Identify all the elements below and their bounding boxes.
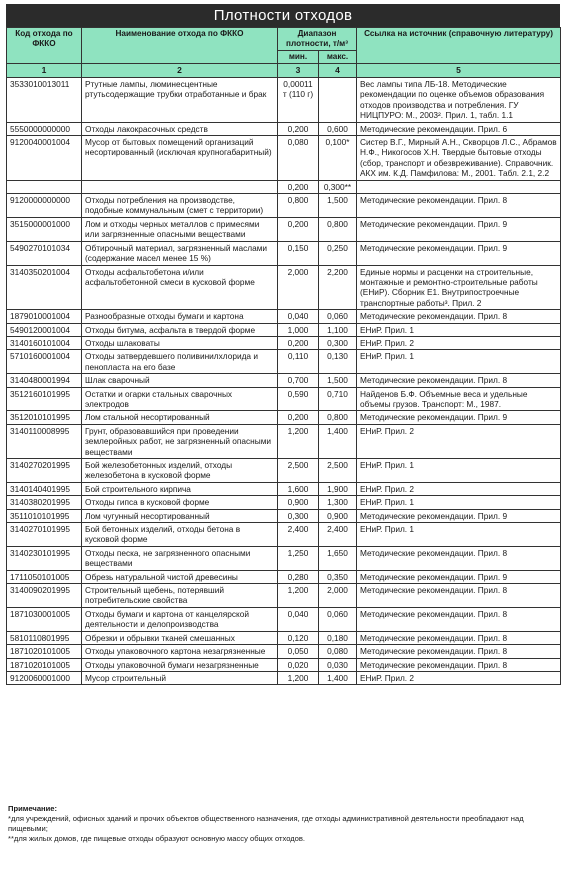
header-source: Ссылка на источник (справочную литературу) <box>357 28 561 64</box>
max-cell <box>319 78 357 123</box>
table-row <box>7 631 561 644</box>
max-cell: 0,100* <box>319 136 357 181</box>
name-cell: Мусор строительный <box>82 671 278 684</box>
name-cell: Ртутные лампы, люминесцентные ртутьсодержащие трубки отработанные и брак <box>82 78 278 123</box>
source-cell: Методические рекомендации. Прил. 9 <box>357 411 561 424</box>
source-cell: Методические рекомендации. Прил. 8 <box>357 194 561 218</box>
table-row <box>7 194 561 218</box>
name-cell: Грунт, образовавшийся при проведении землеройных работ, не загрязненный опасными веществами <box>82 424 278 458</box>
table-row <box>7 570 561 583</box>
code-cell: 3140140401995 <box>7 482 82 495</box>
min-cell: 0,200 <box>278 180 319 193</box>
source-cell: ЕНиР. Прил. 1 <box>357 496 561 509</box>
column-number: 1 <box>7 64 82 78</box>
table-row <box>7 310 561 323</box>
code-cell: 3515000001000 <box>7 217 82 241</box>
density-table <box>6 27 561 685</box>
code-cell: 3140270201995 <box>7 459 82 483</box>
min-cell: 0,200 <box>278 411 319 424</box>
table-row <box>7 584 561 608</box>
max-cell: 0,180 <box>319 631 357 644</box>
header-max: макс. <box>319 51 357 64</box>
min-cell: 0,120 <box>278 631 319 644</box>
code-cell: 5710160001004 <box>7 350 82 374</box>
max-cell: 0,080 <box>319 645 357 658</box>
name-cell: Мусор от бытовых помещений организаций несортированный (исключая крупногабаритный) <box>82 136 278 181</box>
max-cell: 1,400 <box>319 671 357 684</box>
source-cell: Методические рекомендации. Прил. 8 <box>357 631 561 644</box>
min-cell: 2,000 <box>278 265 319 310</box>
source-cell: Методические рекомендации. Прил. 8 <box>357 546 561 570</box>
min-cell: 0,020 <box>278 658 319 671</box>
table-row <box>7 671 561 684</box>
notes <box>8 804 564 844</box>
code-cell: 3140090201995 <box>7 584 82 608</box>
table-row <box>7 323 561 336</box>
table-row <box>7 523 561 547</box>
table-row <box>7 241 561 265</box>
name-cell: Строительный щебень, потерявший потребительские свойства <box>82 584 278 608</box>
table-row <box>7 645 561 658</box>
min-cell: 0,200 <box>278 217 319 241</box>
max-cell: 0,600 <box>319 122 357 135</box>
max-cell: 0,060 <box>319 607 357 631</box>
code-cell: 5550000000000 <box>7 122 82 135</box>
header-range: Диапазон плотности, т/м³ <box>278 28 357 51</box>
max-cell: 1,300 <box>319 496 357 509</box>
min-cell: 0,050 <box>278 645 319 658</box>
code-cell: 3512160101995 <box>7 387 82 411</box>
code-cell: 3140480001994 <box>7 374 82 387</box>
name-cell: Отходы битума, асфальта в твердой форме <box>82 323 278 336</box>
name-cell: Отходы потребления на производстве, подобные коммунальным (смет с территории) <box>82 194 278 218</box>
code-cell: 3140160101004 <box>7 336 82 349</box>
code-cell: 9120060001000 <box>7 671 82 684</box>
max-cell: 0,300** <box>319 180 357 193</box>
min-cell: 0,590 <box>278 387 319 411</box>
name-cell: Лом стальной несортированный <box>82 411 278 424</box>
code-cell: 3140270101995 <box>7 523 82 547</box>
table-title: Плотности отходов <box>6 4 560 27</box>
table-row <box>7 509 561 522</box>
name-cell: Разнообразные отходы бумаги и картона <box>82 310 278 323</box>
min-cell: 1,000 <box>278 323 319 336</box>
max-cell: 0,350 <box>319 570 357 583</box>
code-cell <box>7 180 82 193</box>
source-cell: Методические рекомендации. Прил. 8 <box>357 645 561 658</box>
code-cell: 1711050101005 <box>7 570 82 583</box>
min-cell: 0,900 <box>278 496 319 509</box>
max-cell: 0,710 <box>319 387 357 411</box>
code-cell: 1871030001005 <box>7 607 82 631</box>
source-cell: Найденов Б.Ф. Объемные веса и удельные объемы грузов. Транспорт: М., 1987. <box>357 387 561 411</box>
column-number: 3 <box>278 64 319 78</box>
min-cell: 0,800 <box>278 194 319 218</box>
name-cell: Отходы шлаковаты <box>82 336 278 349</box>
code-cell: 1871020101005 <box>7 645 82 658</box>
min-cell: 0,040 <box>278 607 319 631</box>
max-cell: 0,250 <box>319 241 357 265</box>
note-line: *для учреждений, офисных зданий и прочих объектов общественного назначения, где отходы административной деятельности преобладают над пищевыми; <box>8 814 524 833</box>
name-cell: Шлак сварочный <box>82 374 278 387</box>
min-cell: 0,200 <box>278 122 319 135</box>
name-cell <box>82 180 278 193</box>
column-number: 2 <box>82 64 278 78</box>
min-cell: 1,600 <box>278 482 319 495</box>
code-cell: 5810110801995 <box>7 631 82 644</box>
column-number: 5 <box>357 64 561 78</box>
header-code: Код отхода по ФККО <box>7 28 82 64</box>
source-cell: ЕНиР. Прил. 2 <box>357 671 561 684</box>
min-cell: 0,040 <box>278 310 319 323</box>
name-cell: Отходы упаковочной бумаги незагрязненные <box>82 658 278 671</box>
table-row <box>7 424 561 458</box>
source-cell: ЕНиР. Прил. 1 <box>357 323 561 336</box>
max-cell: 0,030 <box>319 658 357 671</box>
name-cell: Отходы гипса в кусковой форме <box>82 496 278 509</box>
table-row <box>7 482 561 495</box>
table-row <box>7 122 561 135</box>
code-cell: 5490120001004 <box>7 323 82 336</box>
min-cell: 0,200 <box>278 336 319 349</box>
code-cell: 3140110008995 <box>7 424 82 458</box>
name-cell: Бой железобетонных изделий, отходы железобетона в кусковой форме <box>82 459 278 483</box>
name-cell: Обрезки и обрывки тканей смешанных <box>82 631 278 644</box>
source-cell: ЕНиР. Прил. 2 <box>357 482 561 495</box>
table-row <box>7 459 561 483</box>
min-cell: 2,500 <box>278 459 319 483</box>
table-row <box>7 374 561 387</box>
max-cell: 0,060 <box>319 310 357 323</box>
table-row <box>7 336 561 349</box>
code-cell: 1871020101005 <box>7 658 82 671</box>
min-cell: 0,300 <box>278 509 319 522</box>
table-row <box>7 180 561 193</box>
table-row <box>7 78 561 123</box>
table-row <box>7 136 561 181</box>
source-cell: Методические рекомендации. Прил. 8 <box>357 658 561 671</box>
source-cell: Методические рекомендации. Прил. 9 <box>357 241 561 265</box>
max-cell: 1,500 <box>319 194 357 218</box>
code-cell: 5490270101034 <box>7 241 82 265</box>
name-cell: Лом чугунный несортированный <box>82 509 278 522</box>
source-cell: Методические рекомендации. Прил. 6 <box>357 122 561 135</box>
notes-title: Примечание: <box>8 804 58 813</box>
min-cell: 0,110 <box>278 350 319 374</box>
source-cell: Методические рекомендации. Прил. 9 <box>357 217 561 241</box>
table-row <box>7 387 561 411</box>
source-cell: Методические рекомендации. Прил. 8 <box>357 374 561 387</box>
source-cell: ЕНиР. Прил. 1 <box>357 523 561 547</box>
min-cell: 0,00011 т (110 г) <box>278 78 319 123</box>
code-cell: 3140230101995 <box>7 546 82 570</box>
code-cell: 3533010013011 <box>7 78 82 123</box>
name-cell: Отходы упаковочного картона незагрязненные <box>82 645 278 658</box>
header-min: мин. <box>278 51 319 64</box>
code-cell: 9120040001004 <box>7 136 82 181</box>
source-cell: ЕНиР. Прил. 2 <box>357 336 561 349</box>
name-cell: Обрезь натуральной чистой древесины <box>82 570 278 583</box>
name-cell: Отходы песка, не загрязненного опасными веществами <box>82 546 278 570</box>
source-cell: Единые нормы и расценки на строительные, монтажные и ремонтно-строительные работы (ЕНиР). Сборник Е1. Внутрипостроечные транспортные работы³. Прил. 2 <box>357 265 561 310</box>
table-row <box>7 411 561 424</box>
source-cell: Методические рекомендации. Прил. 9 <box>357 509 561 522</box>
table-row <box>7 546 561 570</box>
max-cell: 0,900 <box>319 509 357 522</box>
max-cell: 0,800 <box>319 217 357 241</box>
max-cell: 2,400 <box>319 523 357 547</box>
name-cell: Бой бетонных изделий, отходы бетона в кусковой форме <box>82 523 278 547</box>
name-cell: Обтирочный материал, загрязненный маслами (содержание масел менее 15 %) <box>82 241 278 265</box>
max-cell: 0,300 <box>319 336 357 349</box>
name-cell: Отходы асфальтобетона и/или асфальтобетонной смеси в кусковой форме <box>82 265 278 310</box>
code-cell: 3511010101995 <box>7 509 82 522</box>
min-cell: 0,150 <box>278 241 319 265</box>
max-cell: 0,130 <box>319 350 357 374</box>
column-number: 4 <box>319 64 357 78</box>
source-cell: Методические рекомендации. Прил. 9 <box>357 570 561 583</box>
code-cell: 3140380201995 <box>7 496 82 509</box>
min-cell: 1,250 <box>278 546 319 570</box>
min-cell: 0,700 <box>278 374 319 387</box>
source-cell: ЕНиР. Прил. 2 <box>357 424 561 458</box>
min-cell: 0,080 <box>278 136 319 181</box>
max-cell: 1,900 <box>319 482 357 495</box>
code-cell: 3512010101995 <box>7 411 82 424</box>
source-cell: Вес лампы типа ЛБ-18. Методические рекомендации по оценке объемов образования отходов производства и потребления. ГУ НИЦПУРО: М., 2003². Прил. 1, табл. 1.1 <box>357 78 561 123</box>
min-cell: 1,200 <box>278 584 319 608</box>
table-body <box>7 78 561 685</box>
table-row <box>7 658 561 671</box>
name-cell: Лом и отходы черных металлов с примесями или загрязненные опасными веществами <box>82 217 278 241</box>
max-cell: 2,000 <box>319 584 357 608</box>
max-cell: 1,100 <box>319 323 357 336</box>
source-cell: ЕНиР. Прил. 1 <box>357 350 561 374</box>
min-cell: 2,400 <box>278 523 319 547</box>
name-cell: Отходы лакокрасочных средств <box>82 122 278 135</box>
min-cell: 1,200 <box>278 671 319 684</box>
table-row <box>7 496 561 509</box>
min-cell: 1,200 <box>278 424 319 458</box>
code-cell: 1879010001004 <box>7 310 82 323</box>
name-cell: Остатки и огарки стальных сварочных электродов <box>82 387 278 411</box>
max-cell: 0,800 <box>319 411 357 424</box>
name-cell: Бой строительного кирпича <box>82 482 278 495</box>
note-line: **для жилых домов, где пищевые отходы образуют основную массу общих отходов. <box>8 834 306 843</box>
max-cell: 2,200 <box>319 265 357 310</box>
max-cell: 1,400 <box>319 424 357 458</box>
min-cell: 0,280 <box>278 570 319 583</box>
max-cell: 1,650 <box>319 546 357 570</box>
name-cell: Отходы затвердевшего поливинилхлорида и пенопласта на его базе <box>82 350 278 374</box>
code-cell: 3140350201004 <box>7 265 82 310</box>
name-cell: Отходы бумаги и картона от канцелярской деятельности и делопроизводства <box>82 607 278 631</box>
code-cell: 9120000000000 <box>7 194 82 218</box>
max-cell: 2,500 <box>319 459 357 483</box>
header-name: Наименование отхода по ФККО <box>82 28 278 64</box>
max-cell: 1,500 <box>319 374 357 387</box>
source-cell <box>357 180 561 193</box>
source-cell: Систер В.Г., Мирный А.Н., Скворцов Л.С., Абрамов Н.Ф., Никогосов Х.Н. Твердые бытовые отходы (сбор, транспорт и обезвреживание). Справочник. АКХ им. К.Д. Памфилова: М., 2001. Табл. 2.1, 2.2 <box>357 136 561 181</box>
source-cell: Методические рекомендации. Прил. 8 <box>357 310 561 323</box>
table-row <box>7 350 561 374</box>
table-row <box>7 217 561 241</box>
table-row <box>7 607 561 631</box>
table-row <box>7 265 561 310</box>
source-cell: ЕНиР. Прил. 1 <box>357 459 561 483</box>
source-cell: Методические рекомендации. Прил. 8 <box>357 607 561 631</box>
source-cell: Методические рекомендации. Прил. 8 <box>357 584 561 608</box>
